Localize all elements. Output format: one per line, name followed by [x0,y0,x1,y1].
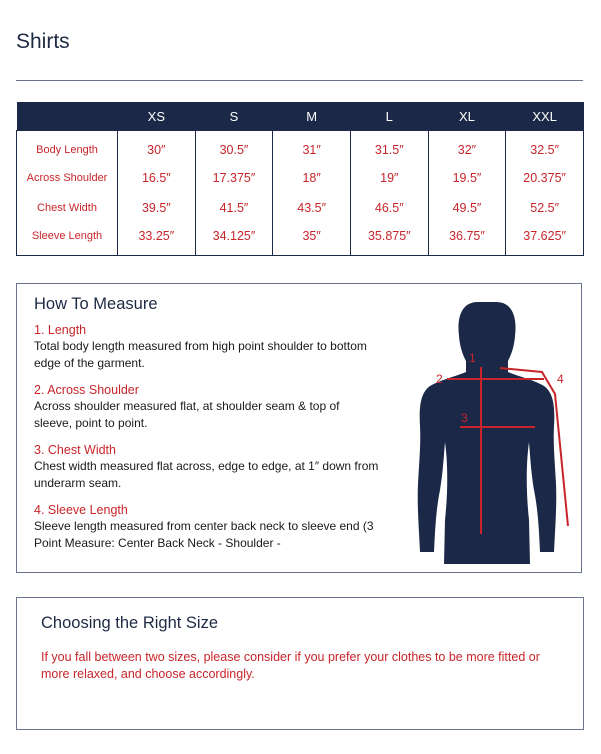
figure-label-1: 1 [469,351,476,365]
table-row-chest-width [17,193,584,223]
figure-label-4: 4 [557,372,564,386]
table-cell: 20.375″ [506,163,584,193]
table-row-body-length [17,131,584,164]
figure-label-2: 2 [436,372,443,386]
list-item-length [34,322,379,372]
list-item-sleeve-length [34,502,379,552]
table-cell: 49.5″ [428,193,506,223]
how-to-measure-panel [16,283,582,573]
table-cell: 52.5″ [506,193,584,223]
table-cell: 32″ [428,131,506,164]
measure-item-description: Sleeve length measured from center back neck to sleeve end (3 Point Measure: Center Back Neck - Shoulder - [34,519,374,550]
figure-label-3: 3 [461,411,468,425]
title-divider [16,80,583,81]
measure-item-title: 4. Sleeve Length [34,503,128,517]
table-cell: 46.5″ [350,193,428,223]
page-title: Shirts [16,30,70,53]
torso-silhouette [418,302,557,564]
table-row-sleeve-length [17,223,584,256]
choosing-size-panel [16,597,584,730]
size-chart-table [16,102,584,256]
measure-item-title: 1. Length [34,323,87,337]
size-header-l: L [350,102,428,131]
table-cell: 19″ [350,163,428,193]
table-cell: 35.875″ [350,223,428,256]
measure-item-description: Total body length measured from high point shoulder to bottom edge of the garment. [34,339,367,370]
torso-measurement-figure [402,294,572,564]
table-cell: 30.5″ [195,131,273,164]
table-row-across-shoulder [17,163,584,193]
table-cell: 18″ [273,163,351,193]
table-cell: 30″ [118,131,196,164]
size-header-xs: XS [118,102,196,131]
row-label: Across Shoulder [26,172,108,184]
row-label: Sleeve Length [31,230,103,242]
measure-item-description: Across shoulder measured flat, at shoulder seam & top of sleeve, point to point. [34,399,340,430]
size-header-m: M [273,102,351,131]
table-cell: 17.375″ [195,163,273,193]
size-header-xxl: XXL [506,102,584,131]
table-cell: 43.5″ [273,193,351,223]
table-cell: 19.5″ [428,163,506,193]
choosing-size-text: If you fall between two sizes, please consider if you prefer your clothes to be more fitted or more relaxed, and choose accordingly. [41,650,540,681]
table-cell: 16.5″ [118,163,196,193]
size-header-xl: XL [428,102,506,131]
measure-item-title: 3. Chest Width [34,443,116,457]
table-cell: 31″ [273,131,351,164]
table-cell: 41.5″ [195,193,273,223]
list-item-chest-width [34,442,379,492]
row-label: Chest Width [37,202,97,214]
table-cell: 36.75″ [428,223,506,256]
measure-instructions-list [34,322,379,562]
row-label: Body Length [36,144,98,156]
table-cell: 37.625″ [506,223,584,256]
header-corner-cell [17,102,118,131]
list-item-across-shoulder [34,382,379,432]
choosing-size-heading: Choosing the Right Size [41,614,219,632]
table-cell: 35″ [273,223,351,256]
measure-item-title: 2. Across Shoulder [34,383,139,397]
table-cell: 33.25″ [118,223,196,256]
size-header-s: S [195,102,273,131]
size-header-row [17,102,584,131]
table-cell: 31.5″ [350,131,428,164]
how-to-measure-heading: How To Measure [34,295,158,313]
table-cell: 39.5″ [118,193,196,223]
measure-item-description: Chest width measured flat across, edge to edge, at 1″ down from underarm seam. [34,459,379,490]
table-cell: 32.5″ [506,131,584,164]
table-cell: 34.125″ [195,223,273,256]
